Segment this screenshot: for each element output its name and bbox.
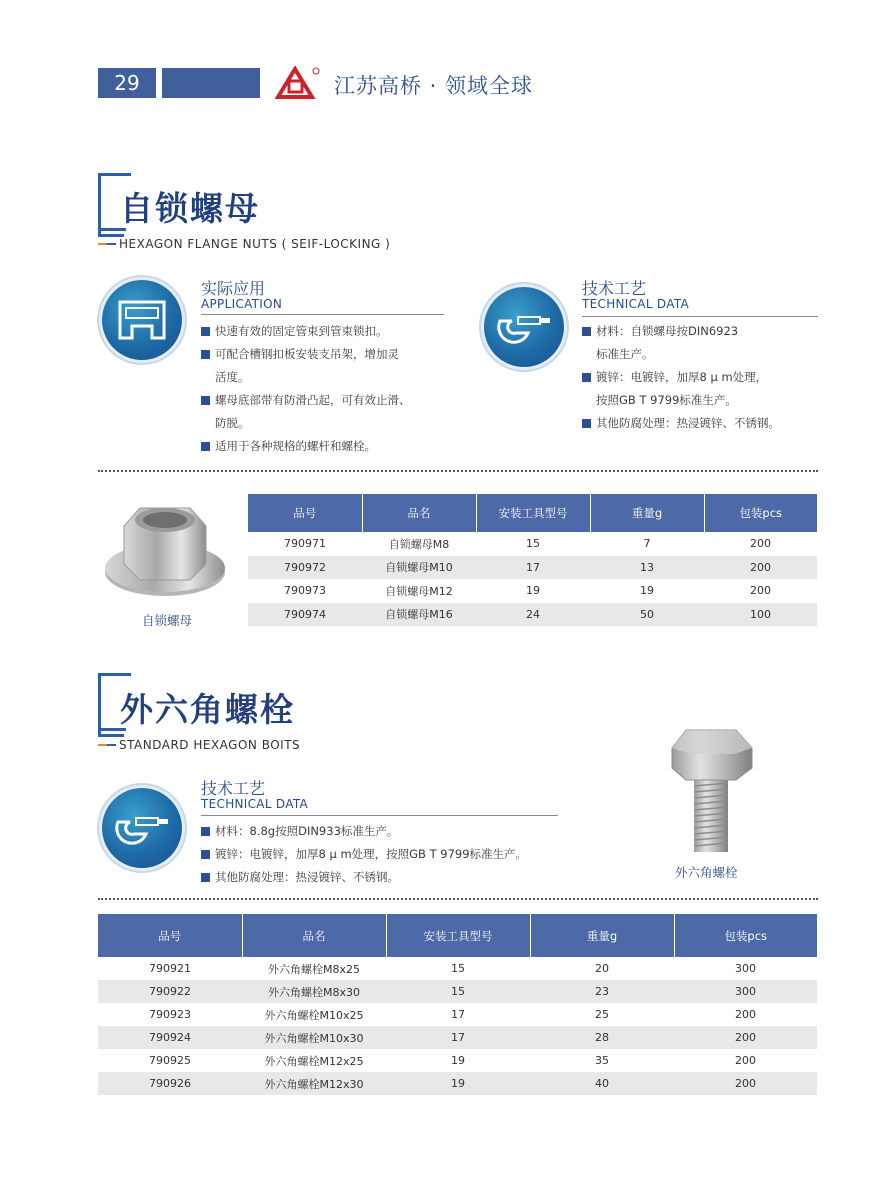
micrometer-icon <box>102 788 182 868</box>
cell: 外六角螺栓M10x25 <box>242 1003 386 1026</box>
table-row <box>98 1072 817 1095</box>
table-row <box>98 1026 817 1049</box>
col-header: 品号 <box>248 494 362 532</box>
application-list <box>201 320 451 458</box>
cell: 15 <box>476 532 590 556</box>
cell: 200 <box>704 579 817 603</box>
cell: 自锁螺母M10 <box>362 556 476 580</box>
application-title-en: APPLICATION <box>201 297 283 311</box>
table-row <box>98 1003 817 1026</box>
list-item: 可配合槽钢扣板安装支吊架，增加灵 活度。 <box>201 343 451 389</box>
cell: 300 <box>674 957 817 980</box>
section-subtitle: STANDARD HEXAGON BOITS <box>119 738 301 752</box>
col-header: 重量g <box>530 914 674 957</box>
cell: 790971 <box>248 532 362 556</box>
cell: 外六角螺栓M10x30 <box>242 1026 386 1049</box>
cell: 40 <box>530 1072 674 1095</box>
technical-underline <box>201 815 558 816</box>
list-item: 材料：8.8g按照DIN933标准生产。 <box>201 820 581 843</box>
technical-title: 技术工艺 <box>201 779 266 798</box>
cell: 20 <box>530 957 674 980</box>
channel-clamp-icon <box>102 280 182 360</box>
section-title: 自锁螺母 <box>120 189 260 228</box>
cell: 24 <box>476 603 590 627</box>
subtitle-accent <box>98 744 116 746</box>
cell: 19 <box>386 1072 530 1095</box>
application-title: 实际应用 <box>201 279 266 298</box>
list-item: 其他防腐处理：热浸镀锌、不锈钢。 <box>201 866 581 889</box>
cell: 200 <box>704 556 817 580</box>
technical-list <box>582 320 822 435</box>
page-number: 29 <box>98 68 156 98</box>
table-row <box>98 1049 817 1072</box>
cell: 19 <box>590 579 704 603</box>
list-item: 快速有效的固定管束到管束锁扣。 <box>201 320 451 343</box>
nut-caption: 自锁螺母 <box>142 613 193 628</box>
technical-list <box>201 820 581 889</box>
bolt-caption: 外六角螺栓 <box>675 865 738 880</box>
cell: 外六角螺栓M8x30 <box>242 980 386 1003</box>
technical-title-en: TECHNICAL DATA <box>201 797 309 811</box>
col-header: 品号 <box>98 914 242 957</box>
table-row <box>248 556 817 580</box>
list-item: 镀锌：电镀锌，加厚8 μ m处理，按照GB T 9799标准生产。 <box>201 843 581 866</box>
cell: 25 <box>530 1003 674 1026</box>
nut-table <box>248 494 817 626</box>
cell: 自锁螺母M12 <box>362 579 476 603</box>
technical-underline <box>582 316 818 317</box>
cell: 35 <box>530 1049 674 1072</box>
cell: 19 <box>386 1049 530 1072</box>
cell: 790972 <box>248 556 362 580</box>
list-item: 适用于各种规格的螺杆和螺栓。 <box>201 435 451 458</box>
cell: 790926 <box>98 1072 242 1095</box>
cell: 200 <box>704 532 817 556</box>
flange-nut-image <box>100 494 230 606</box>
cell: 790922 <box>98 980 242 1003</box>
cell: 23 <box>530 980 674 1003</box>
cell: 50 <box>590 603 704 627</box>
cell: 自锁螺母M8 <box>362 532 476 556</box>
cell: 28 <box>530 1026 674 1049</box>
cell: 17 <box>386 1003 530 1026</box>
technical-title-en: TECHNICAL DATA <box>582 297 690 311</box>
cell: 790924 <box>98 1026 242 1049</box>
cell: 200 <box>674 1049 817 1072</box>
list-item: 材料：自锁螺母按DIN6923 标准生产。 <box>582 320 822 366</box>
cell: 外六角螺栓M12x25 <box>242 1049 386 1072</box>
cell: 200 <box>674 1072 817 1095</box>
section-subtitle: HEXAGON FLANGE NUTS ( SEIF-LOCKING ) <box>119 237 391 251</box>
table-row <box>98 957 817 980</box>
cell: 17 <box>476 556 590 580</box>
table-row <box>98 980 817 1003</box>
hex-bolt-image <box>664 726 760 858</box>
list-item: 镀锌：电镀锌，加厚8 μ m处理， 按照GB T 9799标准生产。 <box>582 366 822 412</box>
cell: 790921 <box>98 957 242 980</box>
cell: 200 <box>674 1026 817 1049</box>
cell: 7 <box>590 532 704 556</box>
list-item: 其他防腐处理：热浸镀锌、不锈钢。 <box>582 412 822 435</box>
list-item: 螺母底部带有防滑凸起，可有效止滑、 防脱。 <box>201 389 451 435</box>
col-header: 安装工具型号 <box>386 914 530 957</box>
cell: 自锁螺母M16 <box>362 603 476 627</box>
col-header: 重量g <box>590 494 704 532</box>
cell: 300 <box>674 980 817 1003</box>
cell: 15 <box>386 957 530 980</box>
cell: 200 <box>674 1003 817 1026</box>
cell: 15 <box>386 980 530 1003</box>
col-header: 品名 <box>242 914 386 957</box>
cell: 790973 <box>248 579 362 603</box>
cell: 外六角螺栓M12x30 <box>242 1072 386 1095</box>
cell: 100 <box>704 603 817 627</box>
table-row <box>248 603 817 627</box>
micrometer-icon <box>484 287 564 367</box>
cell: 外六角螺栓M8x25 <box>242 957 386 980</box>
technical-title: 技术工艺 <box>582 279 647 298</box>
bolt-table <box>98 914 817 1095</box>
cell: 13 <box>590 556 704 580</box>
table-row <box>248 532 817 556</box>
cell: 790923 <box>98 1003 242 1026</box>
company-logo <box>275 66 321 100</box>
cell: 790925 <box>98 1049 242 1072</box>
cell: 19 <box>476 579 590 603</box>
col-header: 品名 <box>362 494 476 532</box>
brand-slogan: 江苏高桥 · 领域全球 <box>334 74 534 98</box>
header-bar <box>162 68 260 98</box>
table-row <box>248 579 817 603</box>
col-header: 包装pcs <box>704 494 817 532</box>
cell: 17 <box>386 1026 530 1049</box>
cell: 790974 <box>248 603 362 627</box>
dotted-divider <box>98 898 818 900</box>
dotted-divider <box>98 470 818 472</box>
col-header: 安装工具型号 <box>476 494 590 532</box>
section-title: 外六角螺栓 <box>120 690 295 729</box>
subtitle-accent <box>98 243 116 245</box>
application-underline <box>201 314 444 315</box>
col-header: 包装pcs <box>674 914 817 957</box>
